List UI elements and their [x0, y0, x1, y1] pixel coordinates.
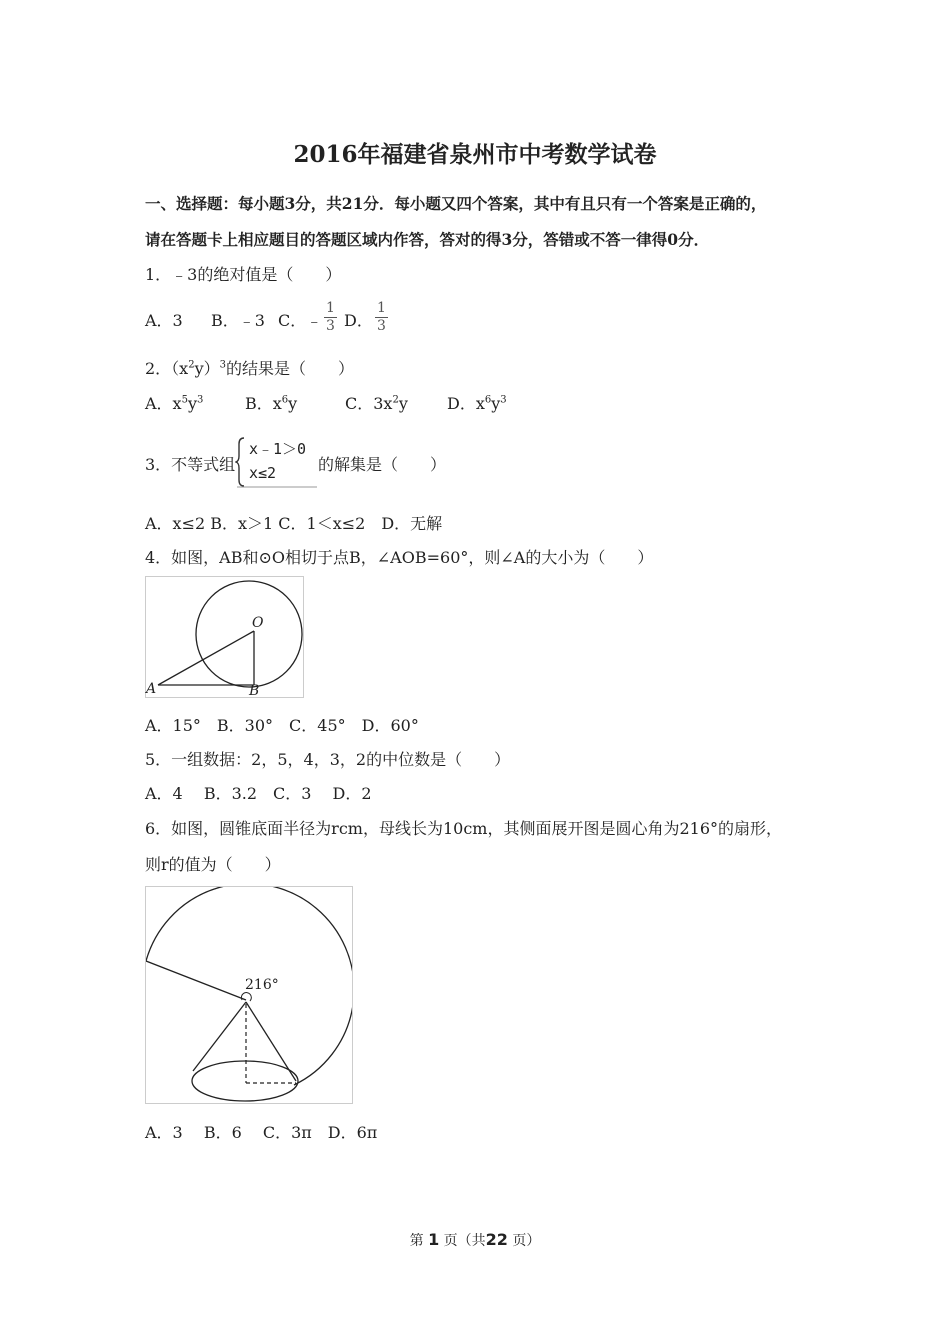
page-title: 2016年福建省泉州市中考数学试卷: [293, 141, 657, 168]
question-6-stem-line2: 则r的值为（ ）: [145, 855, 281, 874]
inequality-system: [235, 436, 317, 488]
q1-option-c-prefix: C．﹣: [278, 311, 323, 330]
inequality-1: x﹣1＞0: [249, 440, 307, 458]
cone-base: [192, 1061, 298, 1101]
footer-prefix: 第: [409, 1233, 424, 1249]
segment-ao: [158, 631, 254, 685]
footer-middle: 页（共: [443, 1233, 486, 1249]
label-b: B: [249, 683, 260, 699]
q1-option-d-fraction: [375, 300, 388, 335]
q2-stem-exponent: 3: [219, 359, 227, 371]
page-footer: [0, 1230, 950, 1250]
question-1-stem: 1．﹣3的绝对值是（ ）: [145, 265, 342, 284]
question-3-stem-after: 的解集是（ ）: [318, 455, 447, 474]
question-3-options: A．x≤2 B．x＞1 C．1＜x≤2 D．无解: [145, 514, 443, 533]
figure-svg: [146, 577, 303, 697]
section-instructions-line2: 请在答题卡上相应题目的答题区域内作答，答对的得3分，答错或不答一律得0分．: [145, 230, 710, 249]
angle-label: 216°: [245, 977, 279, 993]
footer-page-number: 1: [428, 1230, 440, 1249]
label-o: O: [252, 615, 264, 631]
q2-stem-part: 的结果是（ ）: [226, 359, 355, 378]
q2-option-b: B．$x^6y$: [245, 394, 298, 413]
question-4-options: A．15° B．30° C．45° D．60°: [145, 716, 419, 735]
tangent-circle-figure: [145, 576, 304, 698]
q2-option-c: C．$3x^2y$: [345, 394, 408, 413]
question-3-stem-before: 3．不等式组: [145, 455, 236, 474]
q1-option-a: A．3: [145, 311, 183, 330]
fraction-denominator: 3: [377, 318, 386, 334]
question-2-stem: [145, 356, 354, 379]
question-4-stem: 4．如图，AB和⊙O相切于点B，∠AOB=60°，则∠A的大小为（ ）: [145, 548, 654, 567]
cone-sector-figure: [145, 886, 353, 1104]
section-instructions-line1: 一、选择题：每小题3分，共21分．每小题又四个答案，其中有且只有一个答案是正确的，: [145, 194, 767, 213]
question-6-options: A．3 B．6 C．3π D．6π: [145, 1123, 378, 1142]
question-6-stem-line1: 6．如图，圆锥底面半径为rcm，母线长为10cm，其侧面展开图是圆心角为216°的扇形，: [145, 819, 782, 838]
figure-svg: [146, 887, 352, 1103]
q2-option-d: D．$x^6y^3$: [447, 394, 507, 413]
footer-suffix: 页）: [512, 1233, 541, 1249]
q1-option-c-fraction: [324, 300, 337, 335]
fraction-denominator: 3: [326, 318, 335, 334]
label-a: A: [146, 681, 157, 697]
q1-option-d-prefix: D．: [344, 311, 373, 330]
angle-mark: [241, 993, 251, 1001]
question-5-stem: 5．一组数据：2，5，4，3，2的中位数是（ ）: [145, 750, 511, 769]
fraction-numerator: 1: [326, 300, 335, 316]
q2-option-a: A．$x^5y^3$: [145, 394, 204, 413]
footer-total-pages: 22: [485, 1230, 508, 1249]
question-5-options: A．4 B．3.2 C．3 D．2: [145, 784, 372, 803]
q2-stem-part: y）: [194, 359, 220, 378]
q2-stem-exponent: 2: [188, 359, 195, 371]
q1-option-b: B．﹣3: [211, 311, 265, 330]
inequality-2: x≤2: [249, 464, 277, 482]
fraction-numerator: 1: [377, 300, 386, 316]
sector-radius: [146, 961, 246, 1000]
q2-stem-part: 2．（x: [145, 359, 189, 378]
